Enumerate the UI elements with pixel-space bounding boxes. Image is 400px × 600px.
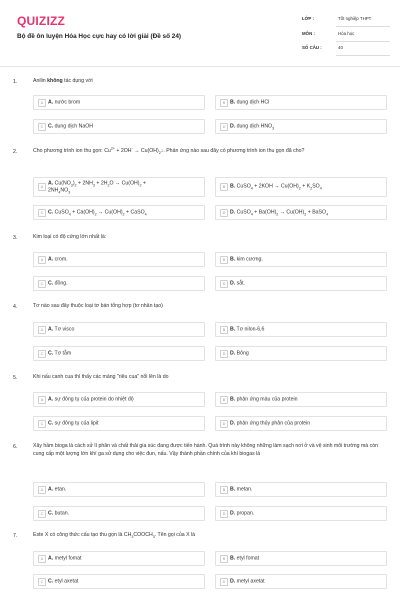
answer-option-d[interactable] [215, 506, 387, 521]
question-text: Anilin không tác dụng với [33, 78, 93, 84]
option-letter-box: A [38, 326, 46, 334]
option-text: A. sự đông tụ của protein do nhiệt độ [48, 396, 134, 403]
answer-option-c[interactable] [33, 416, 205, 431]
meta-row-subject [302, 29, 390, 43]
option-text: A. $Cu(NO_3)_2 + 2NH_3 + 2H_2O \to Cu(OH)_2$ + $2NH_4NO_3$ [48, 180, 146, 195]
answer-option-a[interactable] [33, 177, 205, 197]
option-letter-box: C [38, 578, 46, 586]
option-text: A. metyl fomat [48, 555, 82, 562]
answer-option-d[interactable] [215, 119, 387, 134]
meta-underline [336, 26, 390, 27]
meta-row-count [302, 43, 390, 57]
worksheet-header [0, 0, 400, 66]
option-letter-box: D [220, 209, 228, 217]
meta-row-class [302, 14, 390, 28]
option-letter-box: C [38, 350, 46, 358]
option-letter-box: A [38, 555, 46, 563]
answer-option-c[interactable] [33, 506, 205, 521]
option-text: A. etan. [48, 486, 67, 493]
worksheet-title: Bộ đề ôn luyện Hóa Học cực hay có lời giải (Đề số 24) [17, 33, 182, 40]
question-number: 1. [13, 79, 18, 85]
option-text: D. Bông [230, 350, 249, 357]
option-letter-box: C [38, 510, 46, 518]
question-number: 2. [13, 149, 18, 155]
answer-option-a[interactable] [33, 95, 205, 110]
option-letter-box: B [220, 486, 228, 494]
option-text: D. phản ứng thủy phân của protein [230, 420, 311, 427]
option-letter-box: D [220, 280, 228, 288]
meta-value: Hóa học [338, 31, 355, 36]
answer-option-b[interactable] [215, 322, 387, 337]
answer-option-b[interactable] [215, 551, 387, 566]
meta-value: Tốt nghiệp THPT [338, 16, 372, 21]
option-letter-box: B [220, 99, 228, 107]
option-letter-box: A [38, 256, 46, 264]
option-text: B. CuSO$_4$ + $2KOH \to Cu(OH)_2 + K_2SO_4$ [230, 183, 322, 191]
option-text: B. metan. [230, 486, 253, 493]
option-letter-box: D [220, 350, 228, 358]
meta-value: 40 [338, 45, 343, 50]
question-text: Cho phương trình ion thu gọn: $Cu^{2+} + 2OH^-$ → $Cu(OH)_2↓$. Phản ứng nào sau đây có phương trình ion thu gọn đã cho? [33, 146, 305, 156]
question-text: Khi nấu canh cua thì thấy các mảng "riêu cua" nổi lên là do [33, 374, 169, 380]
answer-option-b[interactable] [215, 482, 387, 497]
option-text: A. crom. [48, 256, 68, 263]
answer-option-a[interactable] [33, 392, 205, 407]
answer-option-b[interactable] [215, 252, 387, 267]
option-text: B. phản ứng màu của protein [230, 396, 298, 403]
option-letter-box: A [38, 396, 46, 404]
answer-option-c[interactable] [33, 346, 205, 361]
question-number: 3. [13, 235, 18, 241]
question-text: Kim loại có độ cứng lớn nhất là: [33, 234, 107, 240]
header-divider [0, 66, 400, 67]
option-text: B. dung dịch HCl [230, 99, 270, 106]
meta-underline [336, 41, 390, 42]
option-text: C. butan. [48, 510, 70, 517]
question-text: Este X có công thức cấu tạo thu gọn là $CH_3COOCH_3$. Tên gọi của X là [33, 532, 196, 540]
meta-label: SỐ CÂU : [302, 45, 322, 50]
answer-option-a[interactable] [33, 482, 205, 497]
question-text: Tơ nào sau đây thuộc loại tơ bán tổng hợp (tơ nhân tạo) [33, 303, 163, 309]
option-letter-box: C [38, 123, 46, 131]
option-letter-box: A [38, 99, 46, 107]
option-letter-box: B [220, 256, 228, 264]
option-letter-box: C [38, 280, 46, 288]
question-number: 7. [13, 533, 18, 539]
option-letter-box: B [220, 396, 228, 404]
option-text: C. đồng. [48, 280, 68, 287]
answer-option-c[interactable] [33, 119, 205, 134]
quizizz-logo: QUIZIZZ [17, 14, 66, 28]
answer-option-d[interactable] [215, 205, 387, 220]
answer-option-d[interactable] [215, 416, 387, 431]
answer-option-c[interactable] [33, 205, 205, 220]
question-text: Xây hầm bioga là cách xử lí phân và chất thải gia súc đang được tiến hành. Quá trình này không những làm sạch nơi ở và vệ sinh môi trường mà còn cung cấp một lượng lớn khí ga sử dụng cho việc đun, nấu. Vậy thành phần chính của khí biogas là [33, 443, 378, 457]
meta-label: MÔN : [302, 31, 315, 36]
option-letter-box: B [220, 183, 228, 191]
question-number: 4. [13, 304, 18, 310]
option-letter-box: C [38, 209, 46, 217]
answer-option-a[interactable] [33, 551, 205, 566]
option-text: C. CuSO$_4$ + $Ca(OH)_2 \to Cu(OH)_2$ + CaSO$_4$ [48, 209, 147, 217]
answer-option-a[interactable] [33, 322, 205, 337]
answer-option-c[interactable] [33, 574, 205, 589]
option-letter-box: D [220, 510, 228, 518]
answer-option-b[interactable] [215, 392, 387, 407]
answer-option-d[interactable] [215, 276, 387, 291]
option-text: D. sắt. [230, 280, 245, 287]
option-text: A. nước brom [48, 99, 81, 106]
answer-option-a[interactable] [33, 252, 205, 267]
option-letter-box: C [38, 420, 46, 428]
question-number: 5. [13, 375, 18, 381]
option-text: C. dung dịch NaOH [48, 123, 93, 130]
option-text: A. Tơ visco [48, 326, 75, 333]
answer-option-c[interactable] [33, 276, 205, 291]
option-text: C. Tơ tằm [48, 350, 72, 357]
option-text: C. etyl axetat [48, 578, 79, 585]
option-letter-box: D [220, 420, 228, 428]
option-text: D. dung dịch $HNO_3$ [230, 123, 275, 131]
option-text: D. metyl axetat [230, 578, 265, 585]
meta-underline [336, 55, 390, 56]
answer-option-b[interactable] [215, 177, 387, 197]
option-text: D. propan. [230, 510, 255, 517]
option-letter-box: D [220, 123, 228, 131]
option-text: B. Tơ nilon-6,6 [230, 326, 265, 333]
question-number: 6. [13, 444, 18, 450]
option-text: B. kim cương. [230, 256, 263, 263]
option-text: B. etyl fomat [230, 555, 260, 562]
answer-option-b[interactable] [215, 95, 387, 110]
option-letter-box: A [38, 486, 46, 494]
option-letter-box: D [220, 578, 228, 586]
option-text: D. CuSO$_4$ + $Ba(OH)_2 \to Cu(OH)_2$ + BaSO$_4$ [230, 209, 329, 217]
meta-label: LỚP : [302, 16, 314, 21]
option-letter-box: B [220, 555, 228, 563]
answer-option-d[interactable] [215, 574, 387, 589]
answer-option-d[interactable] [215, 346, 387, 361]
option-letter-box: B [220, 326, 228, 334]
option-letter-box: A [38, 183, 46, 191]
option-text: C. sự đông tụ của lipit [48, 420, 99, 427]
